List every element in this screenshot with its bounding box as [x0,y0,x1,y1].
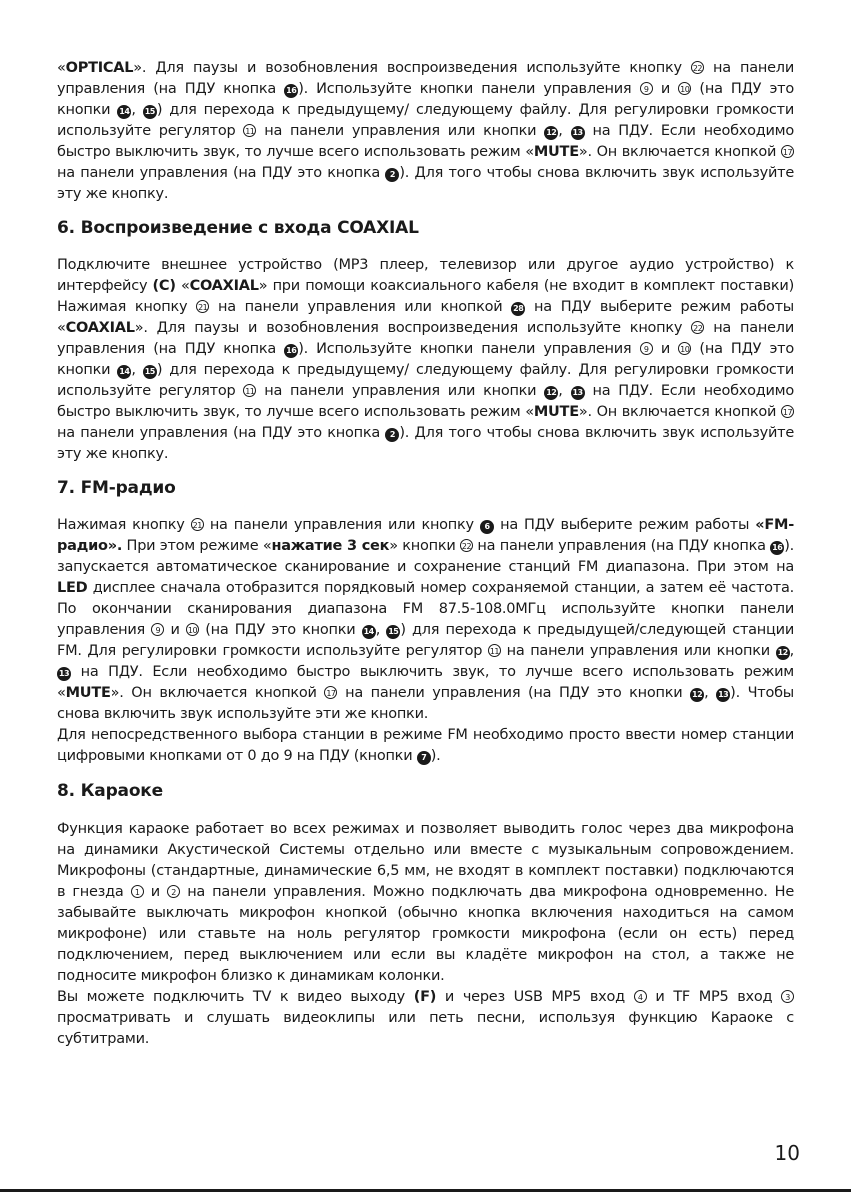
paragraph-karaoke [57,819,794,987]
panel-button-ref: 22 [691,321,704,334]
panel-button-ref: 3 [781,990,794,1003]
text: ». Он включается кнопкой [578,404,782,420]
text: и [652,81,679,97]
text: ). запускается автоматическое сканирование и сохранение станций FM диапазона. При этом на [57,538,794,575]
text: , [558,123,571,139]
panel-button-ref: 11 [243,124,256,137]
remote-button-ref: 2 [385,428,399,442]
panel-button-ref: 17 [324,686,337,699]
connector-label: (C) [152,278,176,294]
remote-button-ref: 15 [143,365,157,379]
text: ). Для того чтобы снова включить звук используйте эту же кнопку. [57,425,795,462]
text: на панели управления. Можно подключать два микрофона одновременно. Не забывайте выключать микрофон кнопкой (обычно кнопка включения находиться на самом микрофоне) или ставьте на ноль регулятор громкости микрофона (если он есть) перед подключением, перед выключением или если вы кладёте микрофон на стол, а также не подносите микрофон близко к динамикам колонки. [57,884,794,984]
text: на панели управления или кнопки [256,383,545,399]
text: , [704,685,717,701]
remote-button-ref: 15 [386,625,400,639]
text: Для непосредственного выбора станции в режиме FM необходимо просто ввести номер станции цифровыми кнопками от 0 до 9 на ПДУ (кнопки [57,727,794,764]
text: на панели управления (на ПДУ это кнопки [337,685,691,701]
remote-button-ref: 12 [690,688,704,702]
text: на панели управления или кнопки [256,123,545,139]
panel-button-ref: 22 [460,539,473,552]
text: на панели управления или кнопку [203,517,480,533]
panel-button-ref: 11 [243,384,256,397]
text: и [652,341,679,357]
panel-button-ref: 2 [167,885,180,898]
remote-button-ref: 7 [417,751,431,765]
text: (на ПДУ это кнопки [57,341,794,378]
text: ). Чтобы снова включить звук используйте эти же кнопки. [57,685,795,722]
panel-button-ref: 22 [691,61,704,74]
text: ). Используйте кнопки панели управления [298,81,640,97]
mode-name: MUTE [533,404,579,420]
text: Функция караоке работает во всех режимах и позволяет выводить голос через два микрофона на динамики Акустической Системы отдельно или вместе с музыкальным сопровождением. Микрофоны (стандартные, динамические 6,5 мм, не входят в комплект поставки) подключаются в гнезда [57,821,794,900]
remote-button-ref: 14 [362,625,376,639]
text: на панели управления или кнопки [500,643,776,659]
panel-button-ref: 11 [488,644,501,657]
panel-button-ref: 21 [196,300,209,313]
remote-button-ref: 12 [544,126,558,140]
text: на ПДУ. Если необходимо быстро выключить звук, то лучше всего использовать режим « [57,123,794,160]
text: ». Он включается кнопкой [578,144,782,160]
text: ) для перехода к предыдущей/следующей станции FM. Для регулировки громкости используйте регулятор [57,622,794,659]
remote-button-ref: 6 [480,520,494,534]
paragraph-optical-continued [57,58,794,205]
text: Подключите внешнее устройство (МР3 плеер, телевизор или другое аудио устройство) к интерфейсу [57,257,794,294]
text: « [175,278,190,294]
text: « [57,60,66,76]
panel-button-ref: 21 [191,518,204,531]
text: , [558,383,571,399]
remote-button-ref: 14 [117,105,131,119]
mode-name: «FM-радио». [57,517,794,554]
remote-button-ref: 13 [571,126,585,140]
text: » при помощи коаксиального кабеля (не входит в комплект поставки) Нажимая кнопку [57,278,794,315]
text: , [131,102,143,118]
remote-button-ref: 15 [143,105,157,119]
text: на ПДУ. Если необходимо быстро выключить звук, то лучше всего использовать режим « [57,664,794,701]
text: ». Он включается кнопкой [110,685,325,701]
text: ». Для паузы и возобновления воспроизведения используйте кнопку [133,60,691,76]
text: на ПДУ. Если необходимо быстро выключить звук, то лучше всего использовать режим « [57,383,794,420]
text: на панели управления (на ПДУ это кнопка [57,165,386,181]
text: ). Используйте кнопки панели управления [298,341,640,357]
remote-button-ref: 14 [117,365,131,379]
section-title-coaxial: 6. Воспроизведение с входа COAXIAL [57,218,419,238]
remote-button-ref: 13 [716,688,730,702]
text: Нажимая кнопку [57,517,191,533]
remote-button-ref: 16 [284,344,298,358]
panel-button-ref: 10 [186,623,199,636]
remote-button-ref: 13 [571,386,585,400]
text: на панели управления (на ПДУ кнопка [57,60,795,97]
text: Вы можете подключить TV к видео выходу [57,989,414,1005]
text: дисплее сначала отобразится порядковый номер сохраняемой станции, а затем её частота. По окончании сканирования диапазона FM 87.5-108.0МГц используйте кнопки панели управления [57,580,794,638]
remote-button-ref: 13 [57,667,71,681]
paragraph-fm-direct-select [57,725,794,767]
text: и [164,622,186,638]
panel-button-ref: 10 [678,342,691,355]
mode-name: MUTE [65,685,111,701]
emphasis: LED [57,580,88,596]
remote-button-ref: 16 [284,84,298,98]
text: , [131,362,143,378]
page-number: 10 [774,1141,800,1165]
remote-button-ref: 28 [511,302,525,316]
text: просматривать и слушать видеоклипы или петь песни, используя функцию Караоке с субтитрами. [57,1010,794,1047]
emphasis: нажатие 3 сек [271,538,390,554]
text: на панели управления (на ПДУ кнопка [473,538,771,554]
text: При этом режиме « [122,538,272,554]
panel-button-ref: 1 [131,885,144,898]
remote-button-ref: 2 [385,168,399,182]
panel-button-ref: 4 [634,990,647,1003]
text: , [789,643,794,659]
text: на панели управления (на ПДУ это кнопка [57,425,386,441]
remote-button-ref: 12 [776,646,790,660]
text: » кнопки [389,538,460,554]
connector-label: (F) [413,989,437,1005]
text: , [375,622,387,638]
text: и TF MP5 вход [646,989,782,1005]
text: на панели управления или кнопкой [209,299,512,315]
text: ). [430,748,441,764]
text: (на ПДУ это кнопки [198,622,362,638]
panel-button-ref: 9 [640,82,653,95]
text: ) для перехода к предыдущему/ следующему файлу. Для регулировки громкости используйте регулятор [57,362,795,399]
paragraph-coaxial [57,255,794,465]
panel-button-ref: 17 [781,145,794,158]
text: на ПДУ выберите режим работы « [57,299,794,336]
manual-page [57,58,794,1050]
text: и [143,884,168,900]
text: ». Для паузы и возобновления воспроизведения используйте кнопку [134,320,692,336]
panel-button-ref: 10 [678,82,691,95]
mode-name: COAXIAL [65,320,135,336]
mode-name: MUTE [533,144,579,160]
remote-button-ref: 16 [770,541,784,555]
paragraph-fm-radio [57,515,794,725]
mode-name: COAXIAL [189,278,259,294]
text: ) для перехода к предыдущему/ следующему файлу. Для регулировки громкости используйте регулятор [57,102,795,139]
text: ). Для того чтобы снова включить звук используйте эту же кнопку. [57,165,795,202]
mode-name: OPTICAL [65,60,134,76]
remote-button-ref: 12 [544,386,558,400]
paragraph-karaoke-tv [57,987,794,1050]
panel-button-ref: 9 [151,623,164,636]
panel-button-ref: 17 [781,405,794,418]
panel-button-ref: 9 [640,342,653,355]
section-title-fm-radio: 7. FM-радио [57,478,176,498]
section-title-karaoke: 8. Караоке [57,781,163,801]
text: на панели управления (на ПДУ кнопка [57,320,794,357]
text: на ПДУ выберите режим работы [493,517,756,533]
text: и через USB MP5 вход [436,989,634,1005]
text: (на ПДУ это кнопки [57,81,794,118]
